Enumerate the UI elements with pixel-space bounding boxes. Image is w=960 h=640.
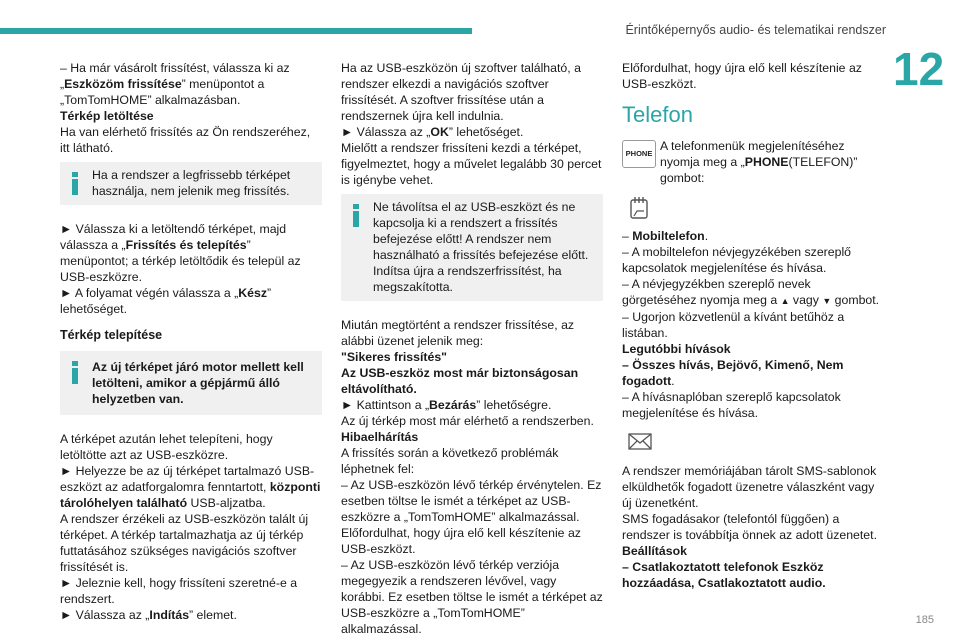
page-number: 185 — [915, 614, 934, 626]
paragraph: ► Helyezze be az új térképet tartalmazó USB-eszközt az adatforgalomra fenntartott, központi tárolóhelyen található USB-aljzatba. — [60, 464, 321, 510]
paragraph: A térképet azután lehet telepíteni, hogy letöltötte azt az USB-eszközre. — [60, 432, 273, 462]
section-heading: Térkép telepítése — [60, 328, 163, 342]
arrow-down-icon: ▼ — [822, 296, 832, 306]
header-accent-bar — [0, 28, 472, 34]
header-title: Érintőképernyős audio- és telematikai rendszer — [625, 23, 886, 37]
info-box: Az új térképet járó motor mellett kell letölteni, amikor a gépjármű álló helyzetben van. — [60, 351, 322, 415]
paragraph: Mielőtt a rendszer frissíteni kezdi a térképet, figyelmeztet, hogy a művelet legalább 30 percet is igénybe vehet. — [341, 141, 602, 187]
paragraph: – Ugorjon közvetlenül a kívánt betűhöz a listában. — [622, 310, 845, 340]
paragraph: – Csatlakoztatott telefonok Eszköz hozzáadása, Csatlakoztatott audio. — [622, 560, 826, 590]
paragraph: ► Kattintson a „Bezárás” lehetőségre. — [341, 398, 552, 412]
subheading: Hibaelhárítás — [341, 430, 419, 444]
subheading: Beállítások — [622, 544, 687, 558]
paragraph: ► Válassza az „OK” lehetőséget. — [341, 125, 524, 139]
paragraph: A frissítés során a következő problémák léphetnek fel: — [341, 446, 559, 476]
phone-button-icon: PHONE — [622, 140, 656, 168]
envelope-icon — [628, 431, 884, 457]
column-2 — [341, 60, 603, 637]
contacts-book-icon — [628, 196, 884, 222]
info-box: Ha a rendszer a legfrissebb térképet használja, nem jelenik meg frissítés. — [60, 162, 322, 205]
paragraph: – A mobiltelefon névjegyzékében szereplő kapcsolatok megjelenítése és hívása. — [622, 245, 852, 275]
paragraph: Ha az USB-eszközön új szoftver található, a rendszer elkezdi a navigációs szoftver frissítését. A szoftver frissítése után a rendszernek újra kell indulnia. — [341, 61, 581, 123]
paragraph: – A névjegyzékben szereplő nevek görgetéséhez nyomja meg a ▲ vagy ▼ gombot. — [622, 277, 880, 307]
paragraph: ► Jeleznie kell, hogy frissíteni szeretné-e a rendszert. — [60, 576, 298, 606]
arrow-up-icon: ▲ — [780, 296, 790, 306]
paragraph: – Ha már vásárolt frissítést, válassza ki az „Eszközöm frissítése” menüpontot a „TomTomHOME” alkalmazásban. — [60, 61, 290, 107]
subheading: Térkép letöltése — [60, 109, 154, 123]
paragraph: ► A folyamat végén válassza a „Kész” lehetőséget. — [60, 286, 272, 316]
paragraph: – Összes hívás, Bejövő, Kimenő, Nem fogadott. — [622, 358, 844, 388]
paragraph: – Mobiltelefon. — [622, 229, 709, 243]
paragraph: – Az USB-eszközön lévő térkép érvénytelen. Ez esetben töltse le ismét a térképet az USB-eszközre a „TomTomHOME” alkalmazással. Előfordulhat, hogy újra elő kell készítenie az USB-eszközt. — [341, 478, 602, 556]
column-1 — [60, 60, 322, 623]
paragraph: SMS fogadásakor (telefontól függően) a rendszer is továbbítja önnek az adott üzenetet. — [622, 512, 877, 542]
info-icon — [72, 361, 78, 383]
info-icon — [72, 172, 78, 194]
section-heading: Telefon — [622, 102, 693, 127]
info-box: Ne távolítsa el az USB-eszközt és ne kapcsolja ki a rendszert a frissítés befejezése előtt! A rendszer nem használható a frissítés befejezése előtt. Indítsa újra a rendszerfrissítést, ha megszakította. — [341, 194, 603, 301]
paragraph: A rendszer memóriájában tárolt SMS-sablonok elküldhetők fogadott üzenetre válaszként vagy új üzenetként. — [622, 464, 877, 510]
paragraph: Miután megtörtént a rendszer frissítése, az alábbi üzenet jelenik meg: — [341, 318, 575, 348]
paragraph: A rendszer érzékeli az USB-eszközön talált új térképet. A térkép tartalmazhatja az új térkép futtatásához szükséges navigációs szoftver frissítését is. — [60, 512, 309, 574]
column-3 — [622, 60, 884, 591]
message-text: Az USB-eszköz most már biztonságosan eltávolítható. — [341, 366, 579, 396]
phone-instruction: PHONE A telefonmenük megjelenítéséhez nyomja meg a „PHONE(TELEFON)” gombot: — [622, 138, 884, 186]
paragraph: – A hívásnaplóban szereplő kapcsolatok megjelenítése és hívása. — [622, 390, 841, 420]
paragraph: ► Válassza az „Indítás” elemet. — [60, 608, 237, 622]
paragraph: Az új térkép most már elérhető a rendszerben. — [341, 414, 594, 428]
message-text: "Sikeres frissítés" — [341, 350, 448, 364]
paragraph: ► Válassza ki a letöltendő térképet, majd válassza a „Frissítés és telepítés” menüpontot; a térkép letöltődik és települ az USB-eszközre. — [60, 222, 301, 284]
subheading: Legutóbbi hívások — [622, 342, 731, 356]
paragraph: – Az USB-eszközön lévő térkép verziója megegyezik a rendszeren lévővel, vagy korábbi. Ez esetben töltse le ismét a térképet az USB-eszközre a „TomTomHOME” alkalmazással. — [341, 558, 603, 636]
paragraph: Ha van elérhető frissítés az Ön rendszeréhez, itt látható. — [60, 125, 311, 155]
chapter-number: 12 — [893, 43, 945, 95]
info-icon — [353, 204, 359, 226]
paragraph: Előfordulhat, hogy újra elő kell készítenie az USB-eszközt. — [622, 61, 862, 91]
